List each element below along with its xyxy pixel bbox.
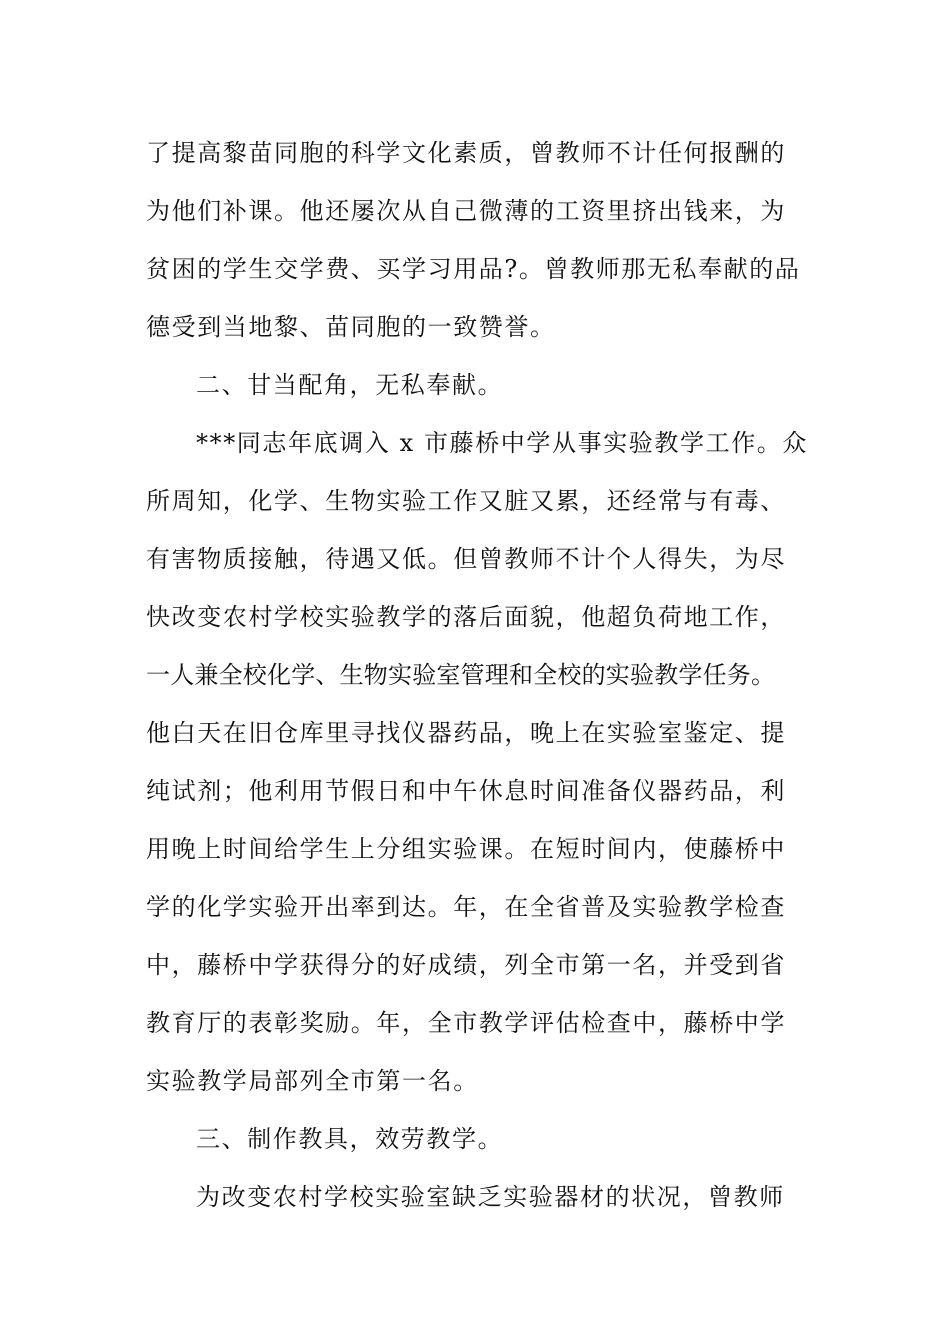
paragraph-line: 教育厅的表彰奖励。年，全市教学评估检查中，藤桥中学 bbox=[146, 1009, 786, 1037]
paragraph-line: 中，藤桥中学获得分的好成绩，列全市第一名，并受到省 bbox=[146, 951, 786, 979]
paragraph-line: 为改变农村学校实验室缺乏实验器材的状况，曾教师 bbox=[196, 1183, 785, 1211]
paragraph-line: 为他们补课。他还屡次从自己微薄的工资里挤出钱来，为 bbox=[146, 197, 786, 225]
section-heading: 三、制作教具，效劳教学。 bbox=[196, 1125, 504, 1153]
paragraph-line: 用晚上时间给学生上分组实验课。在短时间内，使藤桥中 bbox=[146, 835, 786, 863]
paragraph-line: 纯试剂；他利用节假日和中午休息时间准备仪器药品，利 bbox=[146, 777, 786, 805]
paragraph-line: 所周知，化学、生物实验工作又脏又累，还经常与有毒、 bbox=[146, 487, 786, 515]
paragraph-line: 德受到当地黎、苗同胞的一致赞誉。 bbox=[146, 313, 556, 341]
paragraph-line: 了提高黎苗同胞的科学文化素质，曾教师不计任何报酬的 bbox=[146, 139, 786, 167]
paragraph-line: 实验教学局部列全市第一名。 bbox=[146, 1067, 479, 1095]
paragraph-line: 有害物质接触，待遇又低。但曾教师不计个人得失，为尽 bbox=[146, 545, 786, 573]
paragraph-line: 一人兼全校化学、生物实验室管理和全校的实验教学任务。 bbox=[146, 661, 776, 689]
paragraph-line: 学的化学实验开出率到达。年，在全省普及实验教学检查 bbox=[146, 893, 786, 921]
paragraph-line: 贫困的学生交学费、买学习用品?。曾教师那无私奉献的品 bbox=[146, 255, 801, 283]
paragraph-line: ***同志年底调入 x 市藤桥中学从事实验教学工作。众 bbox=[196, 429, 808, 457]
section-heading: 二、甘当配角，无私奉献。 bbox=[196, 371, 504, 399]
paragraph-line: 快改变农村学校实验教学的落后面貌，他超负荷地工作， bbox=[146, 603, 786, 631]
paragraph-line: 他白天在旧仓库里寻找仪器药品，晚上在实验室鉴定、提 bbox=[146, 719, 786, 747]
